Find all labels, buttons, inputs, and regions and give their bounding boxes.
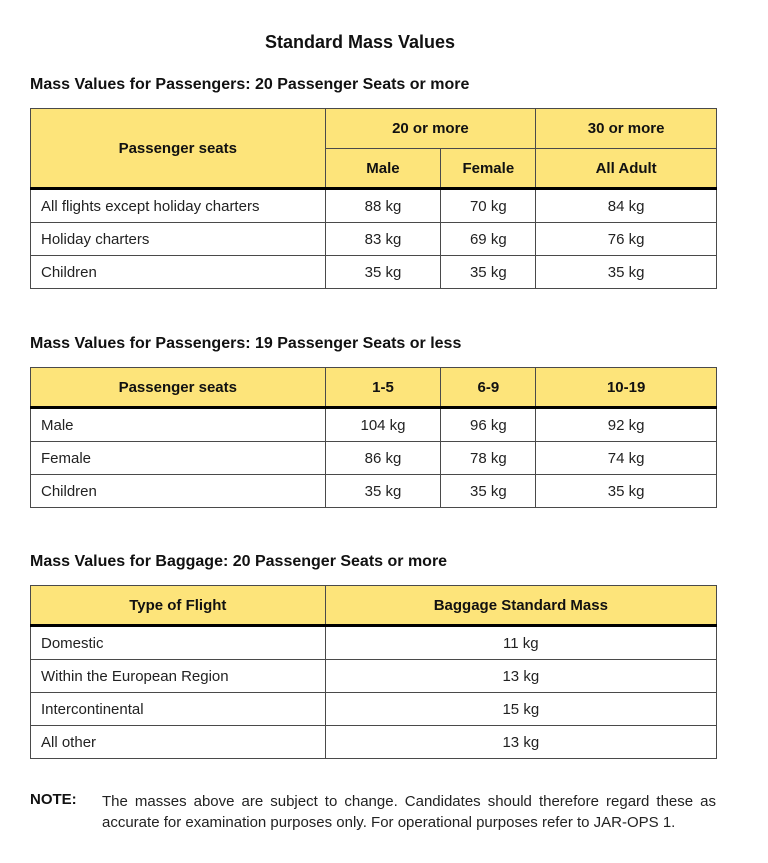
row-label: Domestic: [31, 626, 326, 660]
cell-6-9: 35 kg: [441, 475, 536, 508]
header-6-9: 6-9: [441, 368, 536, 408]
row-label: Children: [31, 256, 326, 289]
table2-heading: Mass Values for Passengers: 19 Passenger Seats or less: [30, 335, 462, 352]
table-row: [31, 626, 717, 660]
cell-1-5: 35 kg: [325, 475, 441, 508]
cell-6-9: 78 kg: [441, 442, 536, 475]
table-row: [31, 660, 717, 693]
table-row: [31, 223, 717, 256]
cell-all-adult: 76 kg: [536, 223, 717, 256]
table3-heading: Mass Values for Baggage: 20 Passenger Seats or more: [30, 553, 448, 570]
cell-female: 35 kg: [441, 256, 536, 289]
cell-6-9: 96 kg: [441, 408, 536, 442]
header-type-of-flight: Type of Flight: [31, 586, 326, 626]
header-baggage-standard-mass: Baggage Standard Mass: [325, 586, 716, 626]
row-label: Female: [31, 442, 326, 475]
cell-all-adult: 84 kg: [536, 189, 717, 223]
header-30-or-more: 30 or more: [536, 109, 717, 149]
row-label: Holiday charters: [31, 223, 326, 256]
header-passenger-seats: Passenger seats: [31, 368, 326, 408]
page-title: Standard Mass Values: [264, 32, 456, 52]
passenger-mass-table-20-plus: [30, 108, 717, 289]
header-20-or-more: 20 or more: [325, 109, 536, 149]
cell-1-5: 104 kg: [325, 408, 441, 442]
cell-10-19: 74 kg: [536, 442, 717, 475]
table-row: [31, 256, 717, 289]
table1-heading: Mass Values for Passengers: 20 Passenger Seats or more: [30, 76, 470, 93]
cell-male: 35 kg: [325, 256, 441, 289]
cell-female: 69 kg: [441, 223, 536, 256]
note-text: The masses above are subject to change. Candidates should therefore regard these as accurate for examination purposes only. For operational purposes refer to JAR-OPS 1.: [102, 793, 716, 831]
header-male: Male: [325, 149, 441, 189]
table-row: [31, 726, 717, 759]
baggage-mass-table: [30, 585, 717, 759]
header-all-adult: All Adult: [536, 149, 717, 189]
row-label: Within the European Region: [31, 660, 326, 693]
header-1-5: 1-5: [325, 368, 441, 408]
cell-female: 70 kg: [441, 189, 536, 223]
table-row: [31, 408, 717, 442]
cell-1-5: 86 kg: [325, 442, 441, 475]
row-label: Children: [31, 475, 326, 508]
cell-male: 88 kg: [325, 189, 441, 223]
header-10-19: 10-19: [536, 368, 717, 408]
table-row: [31, 189, 717, 223]
cell-baggage-mass: 13 kg: [325, 726, 716, 759]
row-label: Intercontinental: [31, 693, 326, 726]
row-label: Male: [31, 408, 326, 442]
cell-baggage-mass: 11 kg: [325, 626, 716, 660]
table-row: [31, 475, 717, 508]
note: [30, 791, 716, 833]
cell-male: 83 kg: [325, 223, 441, 256]
table-row: [31, 442, 717, 475]
cell-all-adult: 35 kg: [536, 256, 717, 289]
cell-baggage-mass: 13 kg: [325, 660, 716, 693]
header-passenger-seats: Passenger seats: [31, 109, 326, 189]
row-label: All flights except holiday charters: [31, 189, 326, 223]
cell-10-19: 92 kg: [536, 408, 717, 442]
table-row: [31, 693, 717, 726]
note-label: NOTE:: [30, 791, 77, 808]
cell-10-19: 35 kg: [536, 475, 717, 508]
header-female: Female: [441, 149, 536, 189]
cell-baggage-mass: 15 kg: [325, 693, 716, 726]
row-label: All other: [31, 726, 326, 759]
passenger-mass-table-19-less: [30, 367, 717, 508]
